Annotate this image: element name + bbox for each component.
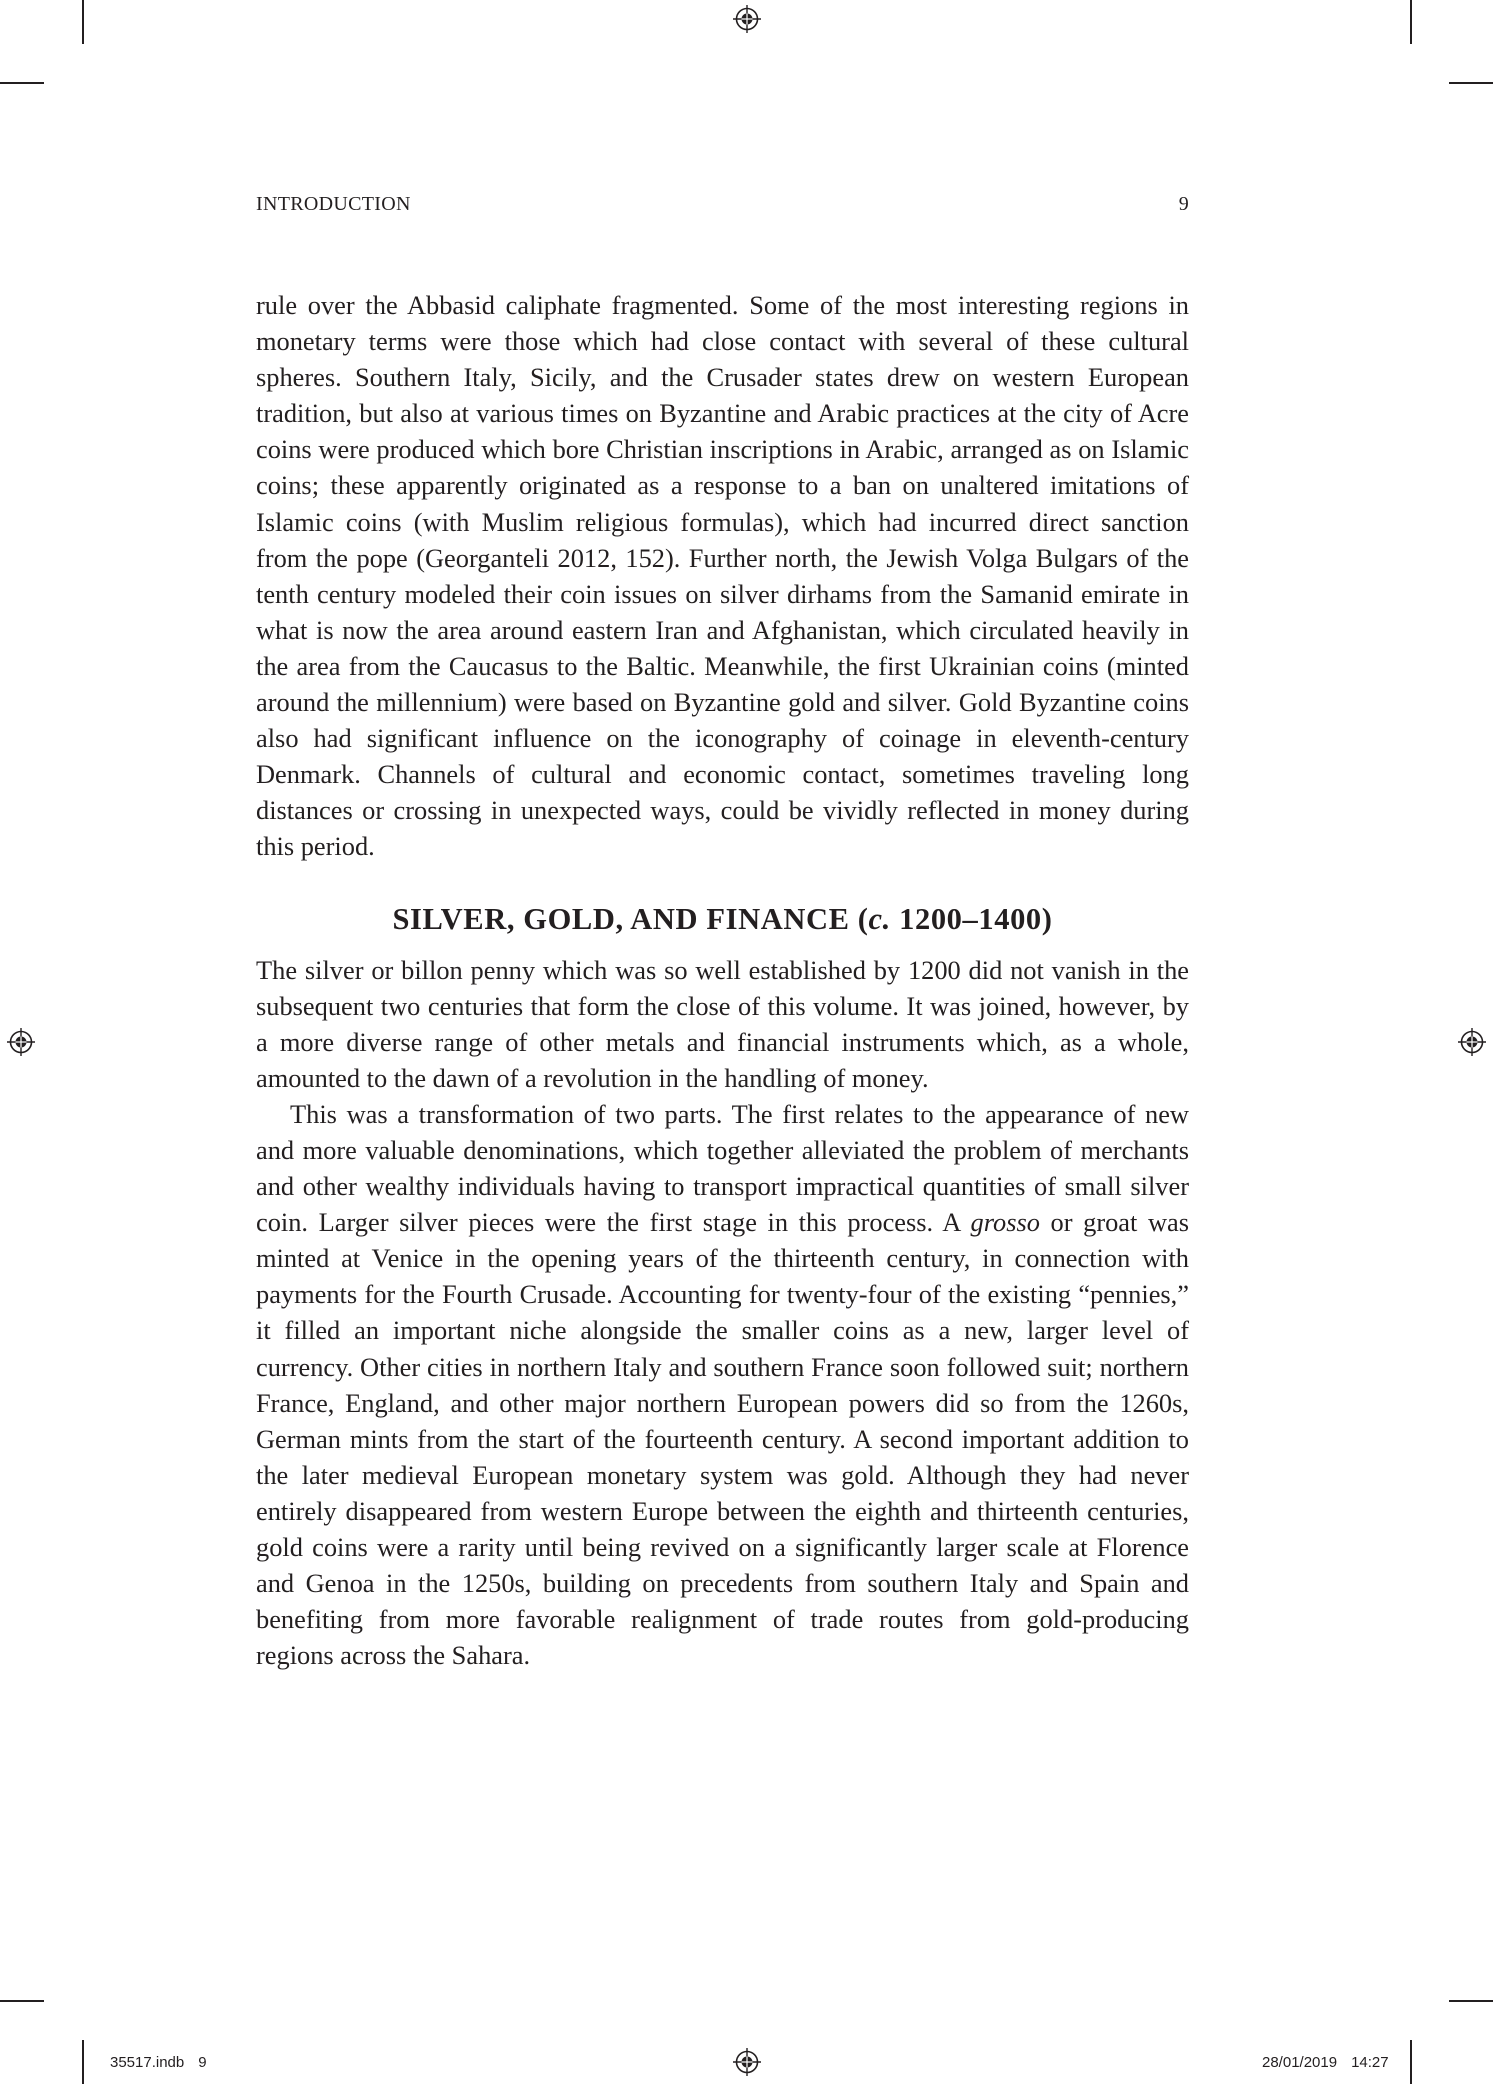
crop-mark-bottom-right (1410, 2040, 1412, 2084)
slug-page: 9 (198, 2054, 207, 2071)
slug-timestamp (1262, 2054, 1389, 2071)
slug-date: 28/01/2019 (1262, 2054, 1338, 2071)
crop-mark-top-right (1410, 0, 1412, 44)
running-head-title: INTRODUCTION (256, 193, 411, 215)
paragraph-text-part-2: or groat was minted at Venice in the opening years of the thirteenth century, in connection with payments for the Fourth Crusade. Accounting for twenty-four of the existing “pennies,” it filled an important niche alongside the smaller coins as a new, larger level of currency. Other cities in northern Italy and southern France soon followed suit; northern France, England, and other major northern European powers did so from the 1260s, German mints from the start of the fourteenth century. A second important addition to the later medieval European monetary system was gold. Although they had never entirely disappeared from western Europe between the eighth and thirteenth centuries, gold coins were a rarity until being revived on a significantly larger scale at Florence and Genoa in the 1250s, building on precedents from southern Italy and Spain and benefiting from more favorable realignment of trade routes from gold-producing regions across the Sahara. (256, 1207, 1190, 1671)
slug-time: 14:27 (1351, 2054, 1389, 2071)
section-heading-circa: c. (868, 901, 891, 936)
section-heading-main: SILVER, GOLD, AND FINANCE ( (392, 901, 869, 936)
paragraph-indented (256, 1096, 1189, 1674)
registration-target-icon (733, 2048, 761, 2076)
crop-mark-left-top (0, 82, 44, 84)
body-text (256, 287, 1189, 1673)
paragraph-text-part-1: This was a transformation of two parts. The first relates to the appearance of new and more valuable denominations, which together alleviated the problem of merchants and other wealthy individuals having to transport impractical quantities of small silver coin. Larger silver pieces were the first stage in this process. A (256, 1098, 1189, 1238)
paragraph-italic-term: grosso (970, 1207, 1040, 1238)
slug-file-name: 35517.indb (110, 2054, 185, 2071)
section-heading-dates: 1200–1400) (890, 901, 1053, 936)
page-number: 9 (1178, 193, 1189, 215)
registration-target-icon (7, 1028, 35, 1056)
registration-target-icon (1458, 1028, 1486, 1056)
crop-mark-left-bottom (0, 2000, 44, 2002)
crop-mark-right-bottom (1449, 2000, 1493, 2002)
crop-mark-bottom-left (82, 2040, 84, 2084)
section-heading (256, 900, 1189, 938)
paragraph-first: The silver or billon penny which was so well established by 1200 did not vanish in the subsequent two centuries that form the close of this volume. It was joined, however, by a more diverse range of other metals and financial instruments which, as a whole, amounted to the dawn of a revolution in the handling of money. (256, 954, 1189, 1093)
slug-file-info (110, 2054, 207, 2071)
paragraph-continued: rule over the Abbasid caliphate fragmented. Some of the most interesting regions in monetary terms were those which had close contact with several of these cultural spheres. Southern Italy, Sicily, and the Crusader states drew on western European tradition, but also at various times on Byzantine and Arabic practices at the city of Acre coins were produced which bore Christian inscriptions in Arabic, arranged as on Islamic coins; these apparently originated as a response to a ban on unaltered imitations of Islamic coins (with Muslim religious formulas), which had incurred direct sanction from the pope (Georganteli 2012, 152). Further north, the Jewish Volga Bulgars of the tenth century modeled their coin issues on silver dirhams from the Samanid emirate in what is now the area around eastern Iran and Afghanistan, which circulated heavily in the area from the Caucasus to the Baltic. Meanwhile, the first Ukrainian coins (minted around the millennium) were based on Byzantine gold and silver. Gold Byzantine coins also had significant influence on the iconography of coinage in eleventh-century Denmark. Channels of cultural and economic contact, sometimes traveling long distances or crossing in unexpected ways, could be vividly reflected in money during this period. (256, 290, 1189, 862)
crop-mark-top-left (82, 0, 84, 44)
crop-mark-right-top (1449, 82, 1493, 84)
registration-target-icon (733, 5, 761, 33)
